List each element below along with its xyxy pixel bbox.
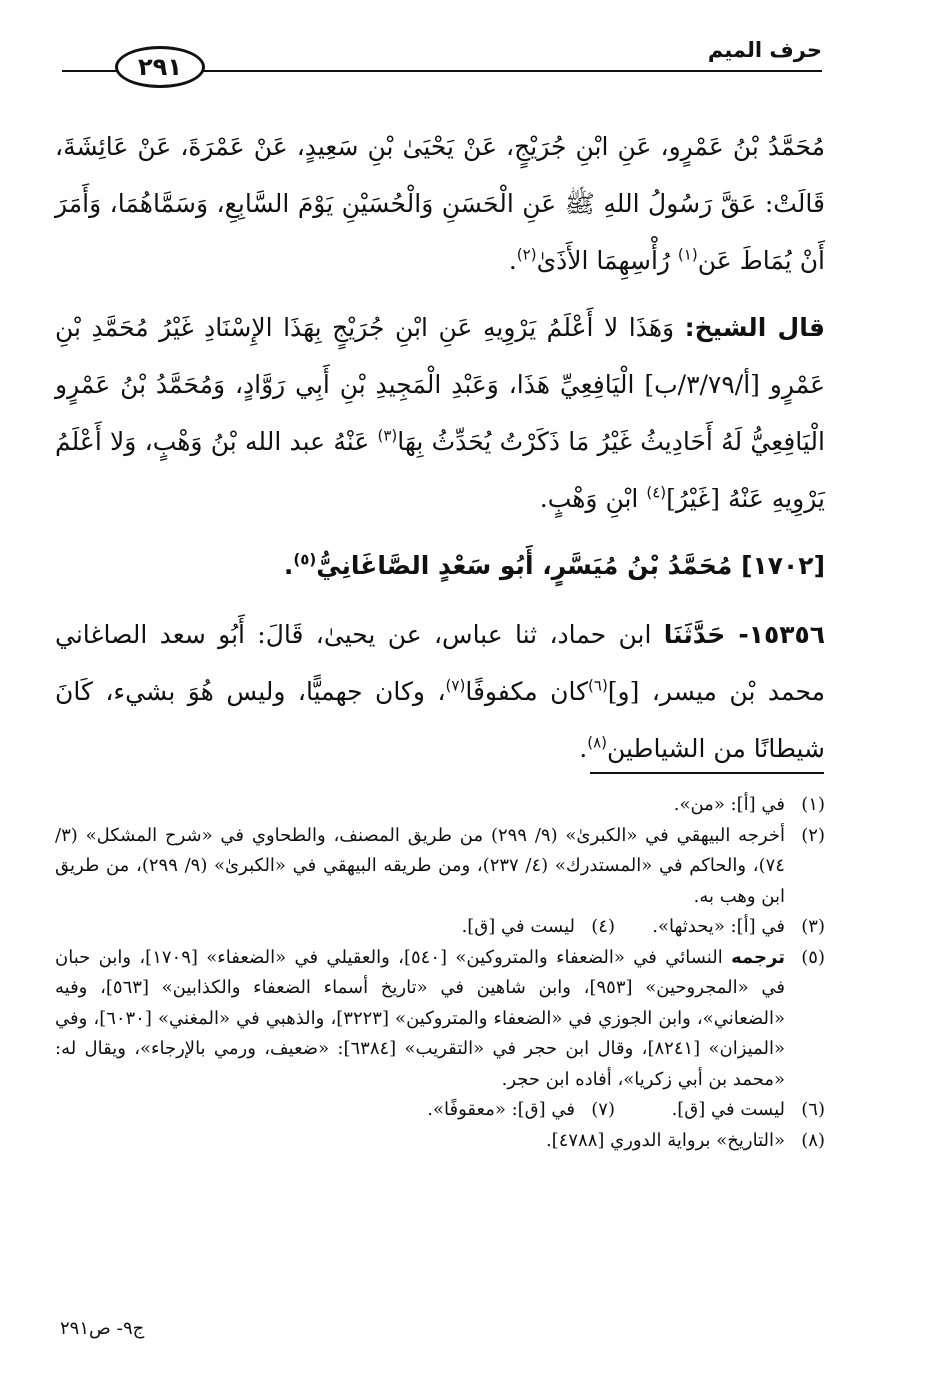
footnote-text: «التاريخ» برواية الدوري [٤٧٨٨].: [545, 1129, 785, 1151]
footnote-ref-2: (٢): [516, 245, 537, 264]
footnote-ref-1: (١): [677, 245, 698, 264]
footnote-ref-7: (٧): [445, 676, 466, 695]
footnote-ref-3: (٣): [377, 426, 398, 445]
paragraph-text: ابن حماد، ثنا عباس، عن يحيىٰ، قَالَ: أَبُو سعد الصاغاني محمد بْن ميسر، [و]: [55, 620, 825, 706]
running-head: حرف الميم: [707, 38, 822, 62]
paragraph-hadith: [55, 118, 825, 289]
footnote-lead: ترجمه: [731, 946, 785, 968]
footnote-row-6-7: [55, 1095, 825, 1126]
entry-end: .: [283, 551, 294, 580]
footnote-number: (٥): [801, 946, 825, 968]
page-number-badge: [115, 46, 205, 88]
paragraph-text: .: [508, 246, 517, 275]
footnote-number: (٨): [801, 1129, 825, 1151]
footnote-text: [55, 943, 785, 1096]
paragraph-text: ابْنِ وَهْبٍ.: [539, 484, 647, 513]
footnote-text-body: النسائي في «الضعفاء والمتروكين» [٥٤٠]، والعقيلي في «الضعفاء» [١٧٠٩]، وابن حبان في «المجروحين» [٩٥٣]، وابن شاهين في «تاريخ أسماء الضعفاء والكذابين» [٥٦٣]، وفيه «الضعاني»، وابن الجوزي في «الضعفاء والمتروكين» [٣٢٢٣]، والذهبي في «المغني» [٦٠٣٠]، وفي «الميزان» [٨٢٤١]، وقال ابن حجر في «التقريب» [٦٣٨٤]: «ضعيف، ورمي بالإرجاء»، ويقال له: «محمد بن أبي زكريا»، أفاده ابن حجر.: [55, 946, 786, 1090]
footnote-text: في [ق]: «معقوفًا».: [427, 1099, 575, 1120]
paragraph-text: .: [579, 734, 588, 763]
footnote-text: في [أ]: «من».: [673, 794, 785, 815]
volume-page-reference: ج٩- ص٢٩١: [60, 1318, 145, 1339]
footnote-ref-6: (٦): [588, 676, 608, 695]
footnote-4: [405, 912, 615, 943]
paragraph-text: عَنْهُ عبد الله بْنُ وَهْبٍ، وَلا أَعْلَمُ يَرْوِيهِ عَنْهُ [غَيْرُ]: [55, 427, 825, 513]
paragraph-text: رُأْسِهِمَا الأَذَىٰ: [536, 246, 678, 275]
footnote-number: (١): [801, 794, 825, 815]
footnote-5: [55, 943, 825, 1096]
footnote-3: [615, 912, 825, 943]
paragraph-sheikh: [55, 299, 825, 527]
sheikh-lead: قال الشيخ:: [684, 313, 825, 342]
footnote-ref-8: (٨): [587, 733, 607, 752]
footnote-7: [405, 1095, 615, 1126]
footnote-text: ليست في [ق].: [671, 1099, 785, 1120]
main-text: [55, 118, 825, 787]
footnote-number: (٧): [591, 1099, 615, 1120]
footnote-text: أخرجه البيهقي في «الكبرىٰ» (٩/ ٢٩٩) من طريق المصنف، والطحاوي في «شرح المشكل» (٣/ ٧٤)، والحاكم في «المستدرك» (٤/ ٢٣٧)، ومن طريقه البيهقي في «الكبرىٰ» (٩/ ٢٩٩)، من طريق ابن وهب به.: [55, 824, 785, 907]
paragraph-narration: [55, 606, 825, 777]
footnote-1: [55, 790, 825, 821]
footnote-number: (٢): [801, 824, 825, 846]
footnote-text: ليست في [ق].: [461, 916, 575, 937]
paragraph-text: مُحَمَّدُ بْنُ عَمْرٍو، عَنِ ابْنِ جُرَيْجٍ، عَنْ يَحْيَىٰ بْنِ سَعِيدٍ، عَنْ عَمْرَةَ، عَنْ عَائِشَةَ، قَالَتْ: عَقَّ رَسُولُ اللهِ ﷺ عَنِ الْحَسَنِ وَالْحُسَيْنِ يَوْمَ السَّابِعِ، وَسَمَّاهُمَا، وَأَمَرَ أَنْ يُمَاطَ عَن: [55, 132, 825, 275]
entry-heading: [55, 537, 825, 594]
entry-title: [١٧٠٢] مُحَمَّدُ بْنُ مُيَسَّرٍ، أَبُو سَعْدٍ الصَّاغَانِيُّ: [316, 551, 825, 580]
footnote-8: [55, 1126, 825, 1157]
footnote-rule: [590, 772, 824, 774]
footnote-text: في [أ]: «يحدثها».: [652, 916, 785, 937]
paragraph-text: كان مكفوفًا: [465, 677, 589, 706]
footnote-number: (٦): [801, 1099, 825, 1120]
footnote-ref-4: (٤): [646, 483, 667, 502]
paragraph-text: وَهَذَا لا أَعْلَمُ يَرْوِيهِ عَنِ ابْنِ جُرَيْجٍ بِهَذَا الإِسْنَادِ غَيْرُ مُحَمَّدِ بْنِ عَمْرٍو [أ/٣/٧٩/ب] الْيَافِعِيِّ هَذَا، وَعَبْدِ الْمَجِيدِ بْنِ أَبِي رَوَّادٍ، وَمُحَمَّدُ بْنُ عَمْرٍو الْيَافِعِيُّ لَهُ أَحَادِيثُ غَيْرُ مَا ذَكَرْتُ يُحَدِّثُ بِهَا: [55, 313, 825, 456]
footnote-2: [55, 821, 825, 913]
paragraph-text: ، وكان جهميًّا، وليس هُوَ بشيء، كَانَ شيطانًا من الشياطين: [55, 677, 825, 763]
footnote-ref-5: (٥): [293, 550, 317, 569]
footnotes: [55, 790, 825, 1156]
footnote-number: (٣): [801, 916, 825, 937]
narration-number: ١٥٣٥٦- حَدَّثَنَا: [663, 620, 825, 649]
page-number: ٢٩١: [138, 53, 182, 81]
footnote-6: [615, 1095, 825, 1126]
footnote-row-3-4: [55, 912, 825, 943]
footnote-number: (٤): [591, 916, 615, 937]
